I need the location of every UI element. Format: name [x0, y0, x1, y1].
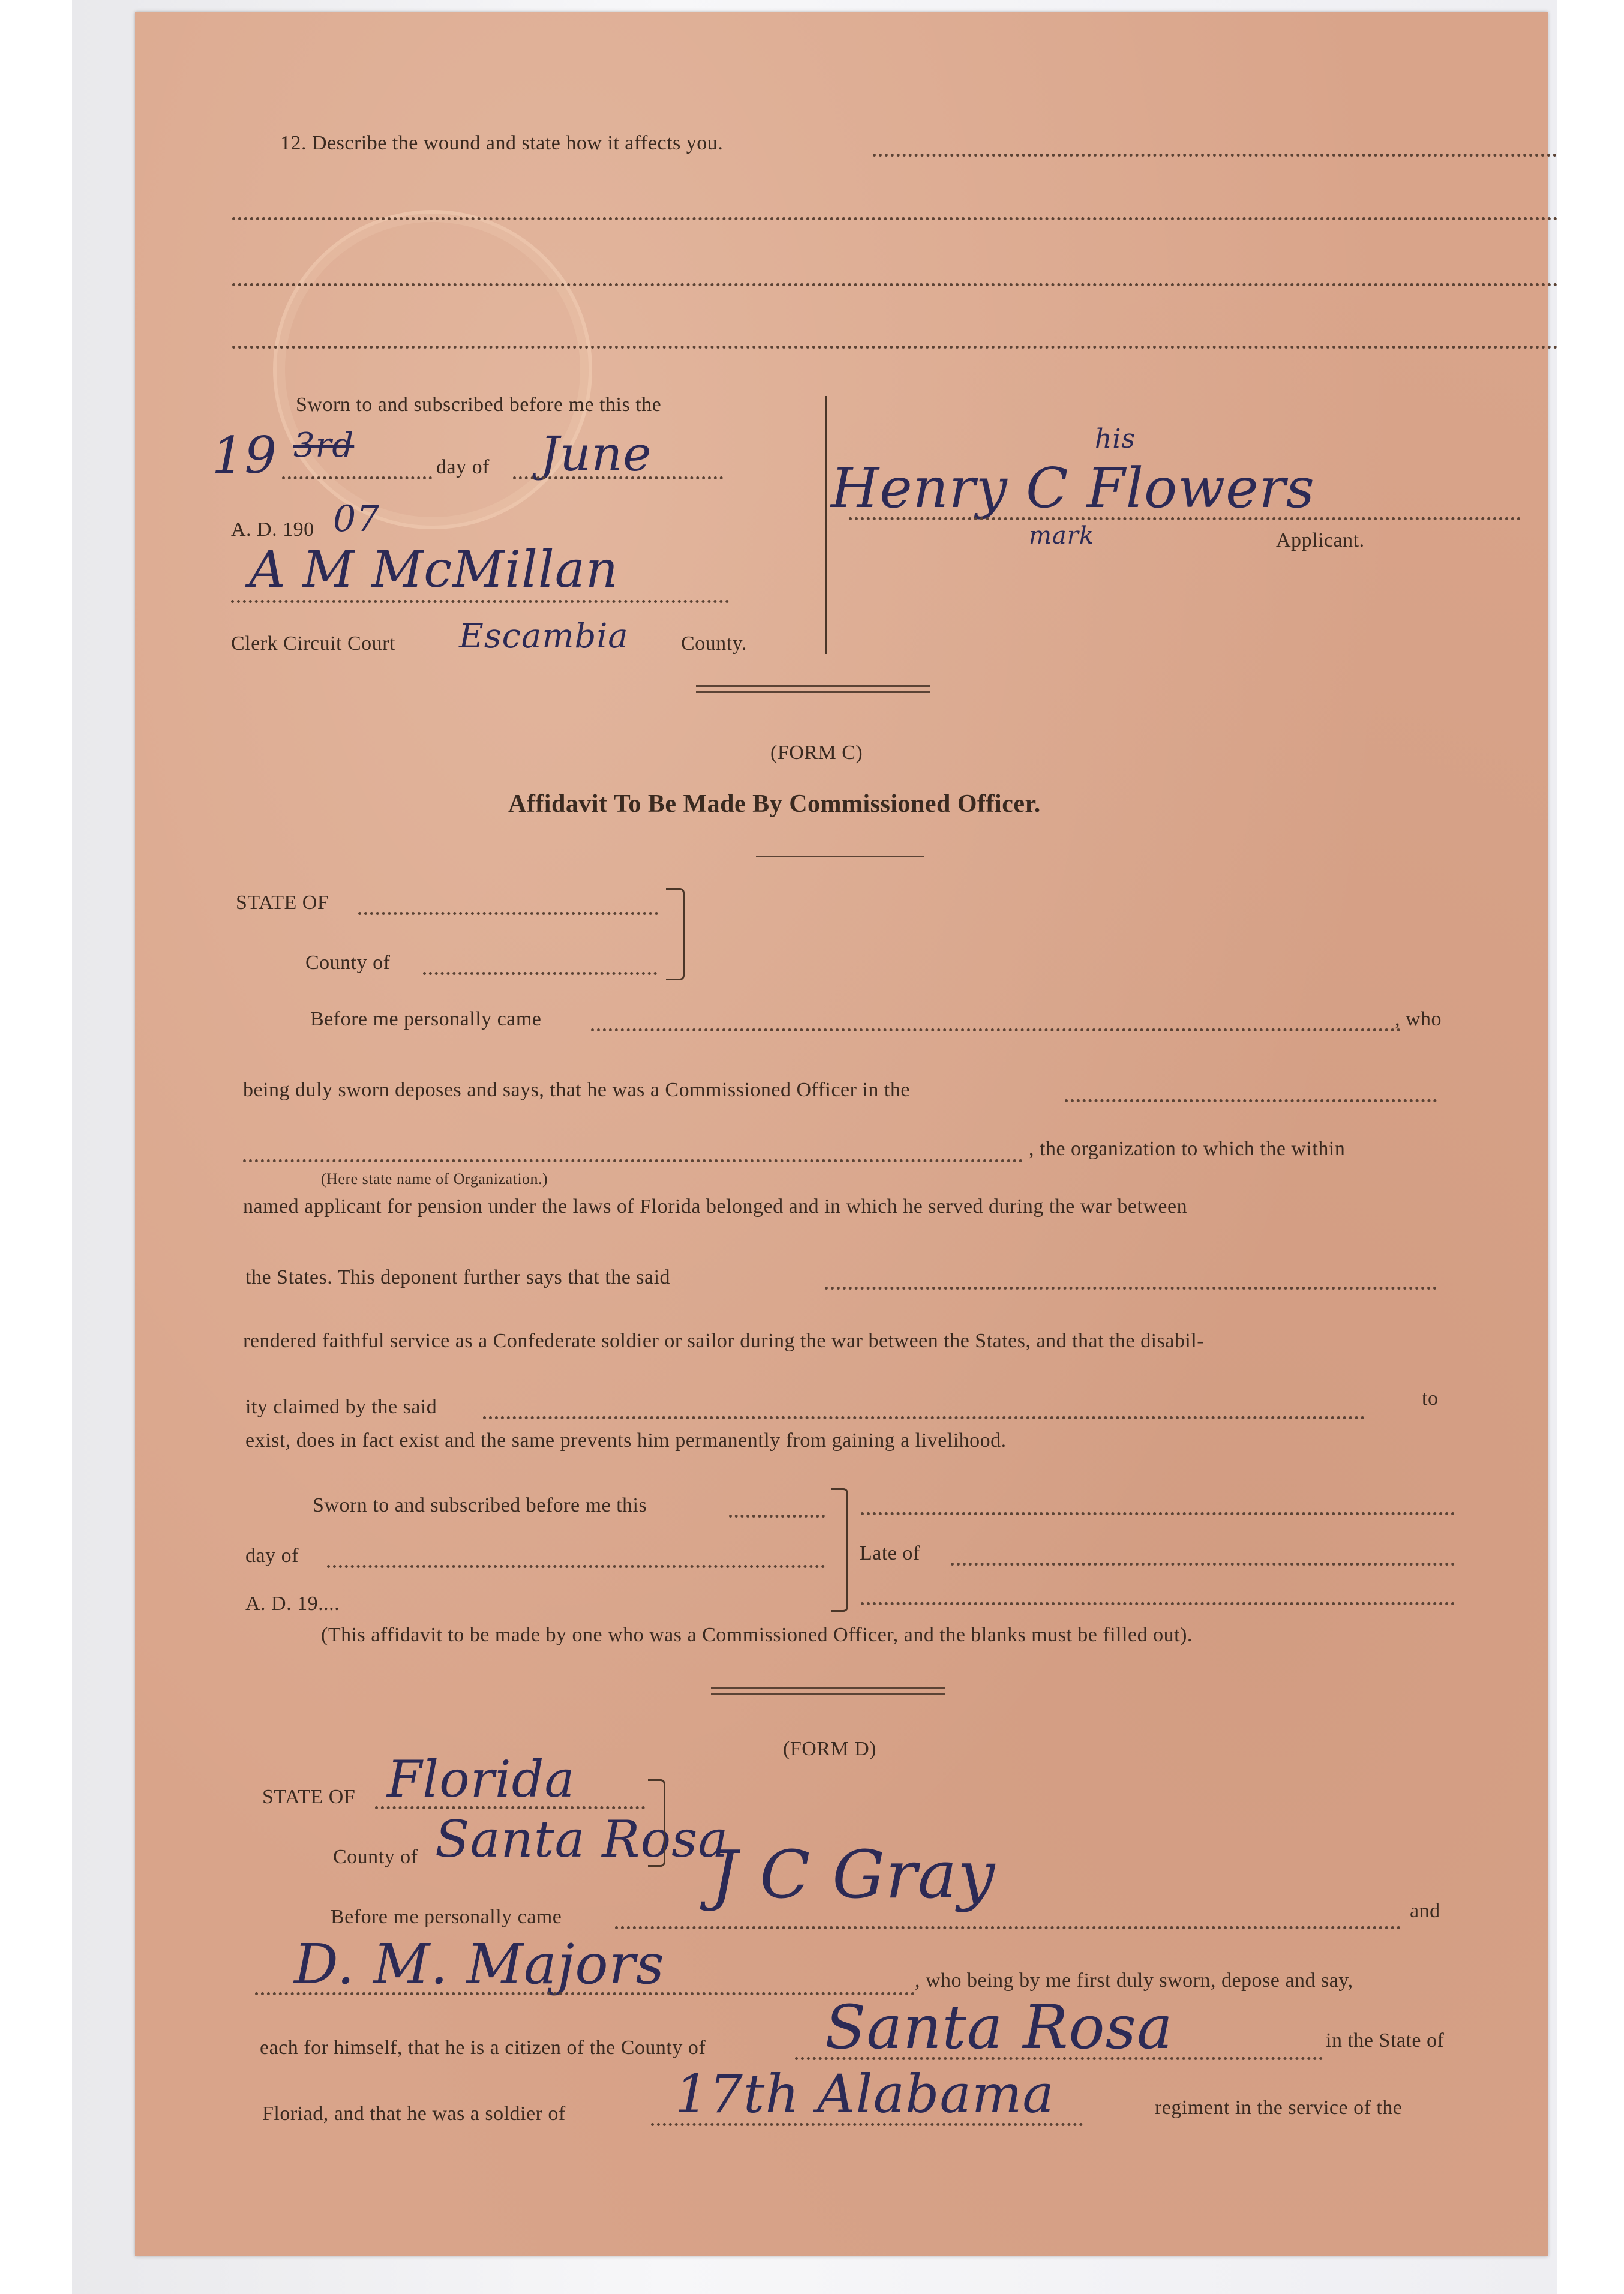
form-d-and: and — [1410, 1900, 1440, 1922]
form-c-to: to — [1422, 1387, 1439, 1410]
form-d-county-blank-2 — [795, 2057, 1323, 2060]
form-c-state-of: STATE OF — [236, 892, 329, 914]
form-c-org-hint: (Here state name of Organization.) — [321, 1170, 548, 1188]
applicant-label: Applicant. — [1276, 529, 1365, 551]
form-c-officer-blank — [1065, 1099, 1437, 1102]
form-d-person2-blank — [255, 1992, 915, 1995]
form-d-county-value: Santa Rosa — [435, 1810, 729, 1869]
form-c-title-rule — [756, 856, 924, 857]
jurat-day-blank — [282, 476, 432, 479]
form-c-claimed: ity claimed by the said — [245, 1396, 437, 1418]
form-c-faithful: rendered faithful service as a Confederate soldier or sailor during the war between the States, and that the disabil- — [243, 1330, 1205, 1352]
form-d-before-me: Before me personally came — [331, 1906, 562, 1928]
jurat-day-number: 19 — [212, 426, 277, 485]
form-d-regiment-tail: regiment in the service of the — [1155, 2097, 1403, 2119]
form-c-late-of: Late of — [860, 1542, 920, 1564]
form-c-further-says: the States. This deponent further says that the said — [245, 1266, 671, 1288]
q12-blank-1 — [873, 154, 1557, 157]
form-c-right-blank-3 — [861, 1602, 1455, 1605]
jurat-day-mark: 3rd — [293, 426, 355, 465]
jurat-divider — [825, 396, 827, 654]
form-c-org-tail: , the organization to which the within — [1029, 1138, 1346, 1160]
form-d-label: (FORM D) — [783, 1738, 877, 1760]
form-c-brace-2 — [831, 1488, 848, 1612]
form-d-state-value: Florida — [387, 1750, 575, 1809]
form-d-before-blank — [615, 1926, 1401, 1929]
form-c-claimed-blank — [483, 1416, 1365, 1419]
form-d-each-himself: each for himself, that he is a citizen of the County of — [260, 2037, 706, 2059]
form-c-who: , who — [1395, 1008, 1442, 1030]
form-d-county-value-2: Santa Rosa — [825, 1992, 1173, 2062]
form-c-late-blank — [951, 1563, 1455, 1566]
form-d-state-blank — [375, 1806, 645, 1809]
form-d-in-state: in the State of — [1326, 2029, 1445, 2052]
separator-double-rule-2a — [711, 1687, 945, 1689]
form-c-county-of: County of — [305, 952, 391, 974]
q12-blank-2 — [232, 217, 1558, 220]
separator-double-rule-1a — [696, 685, 930, 687]
document-page — [135, 12, 1548, 2256]
applicant-signature: Henry C Flowers — [831, 456, 1315, 520]
form-c-label: (FORM C) — [770, 742, 863, 764]
form-c-sworn-blank — [729, 1515, 825, 1518]
jurat-month: June — [540, 426, 652, 482]
applicant-blank — [849, 517, 1521, 520]
q12-label: 12. Describe the wound and state how it affects you. — [280, 132, 724, 154]
form-c-note: (This affidavit to be made by one who was a Commissioned Officer, and the blanks must be filled out). — [321, 1624, 1193, 1646]
form-c-brace — [666, 888, 685, 980]
form-c-named-applicant: named applicant for pension under the laws of Florida belonged and in which he served during the war between — [243, 1195, 1188, 1218]
form-d-state-of: STATE OF — [262, 1786, 356, 1808]
form-c-exist: exist, does in fact exist and the same prevents him permanently from gaining a livelihood. — [245, 1429, 1007, 1452]
form-d-regiment-value: 17th Alabama — [675, 2063, 1055, 2125]
clerk-county: Escambia — [459, 617, 629, 656]
form-d-person2: D. M. Majors — [294, 1932, 665, 1996]
q12-blank-4 — [232, 346, 1558, 349]
separator-double-rule-1b — [696, 691, 930, 693]
clerk-signature-blank — [231, 600, 729, 603]
form-c-org-blank — [243, 1159, 1023, 1162]
form-c-state-blank — [358, 912, 658, 915]
jurat-day-of: day of — [436, 456, 490, 478]
form-d-first-sworn: , who being by me first duly sworn, depose and say, — [915, 1969, 1353, 1992]
form-c-said-blank — [825, 1287, 1437, 1290]
form-c-county-blank — [423, 972, 657, 975]
clerk-label: Clerk Circuit Court — [231, 632, 395, 655]
form-d-brace — [648, 1779, 665, 1867]
form-d-floriad: Floriad, and that he was a soldier of — [262, 2103, 566, 2125]
form-d-person1: J C Gray — [711, 1836, 996, 1913]
form-d-county-of: County of — [333, 1846, 418, 1868]
jurat-ad: A. D. 190 — [231, 518, 314, 541]
q12-blank-3 — [232, 283, 1558, 286]
jurat-sworn: Sworn to and subscribed before me this the — [296, 394, 662, 416]
form-c-before-blank — [591, 1028, 1401, 1031]
separator-double-rule-2b — [711, 1693, 945, 1695]
form-d-regiment-blank — [651, 2123, 1083, 2126]
form-c-day-of: day of — [245, 1545, 299, 1567]
jurat-month-blank — [513, 476, 723, 479]
clerk-signature: A M McMillan — [249, 540, 619, 599]
form-c-before-me: Before me personally came — [310, 1008, 542, 1030]
form-c-right-blank-1 — [861, 1512, 1455, 1515]
form-c-title: Affidavit To Be Made By Commissioned Officer. — [508, 790, 1041, 818]
form-c-duly-sworn: being duly sworn deposes and says, that he was a Commissioned Officer in the — [243, 1079, 910, 1101]
applicant-mark: mark — [1029, 522, 1095, 550]
form-c-ad: A. D. 19.... — [245, 1593, 340, 1615]
applicant-his: his — [1095, 424, 1136, 454]
form-c-sworn: Sworn to and subscribed before me this — [313, 1494, 647, 1516]
form-c-day-blank — [327, 1565, 825, 1568]
jurat-year: 07 — [333, 498, 380, 540]
clerk-county-suffix: County. — [681, 632, 747, 655]
